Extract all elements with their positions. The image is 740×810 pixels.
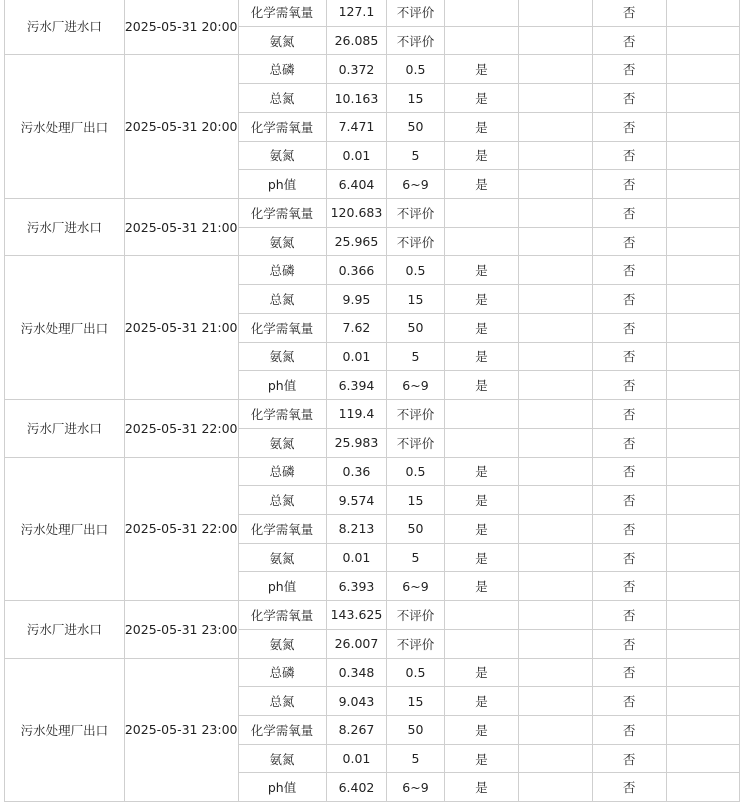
standard-cell: 不评价 [387,629,444,658]
time-cell: 2025-05-31 20:00 [124,0,238,55]
pollutant-cell: 总磷 [238,658,326,687]
empty-cell [666,371,739,400]
pollutant-cell: 化学需氧量 [238,112,326,141]
exceed-cell: 否 [592,629,666,658]
empty-cell [519,313,592,342]
site-name-cell: 污水厂进水口 [5,400,125,457]
standard-cell: 15 [387,84,444,113]
compliance-cell [444,0,519,26]
pollutant-cell: 氨氮 [238,26,326,55]
pollutant-cell: 总磷 [238,457,326,486]
empty-cell [666,342,739,371]
value-cell: 6.393 [326,572,387,601]
table-row [5,0,740,26]
exceed-cell: 否 [592,285,666,314]
value-cell: 6.402 [326,773,387,802]
pollutant-cell: 总氮 [238,285,326,314]
exceed-cell: 否 [592,199,666,228]
compliance-cell: 是 [444,744,519,773]
empty-cell [666,572,739,601]
site-name-cell: 污水厂进水口 [5,199,125,256]
empty-cell [519,629,592,658]
empty-cell [519,342,592,371]
empty-cell [519,199,592,228]
empty-cell [519,572,592,601]
value-cell: 9.95 [326,285,387,314]
compliance-cell [444,428,519,457]
standard-cell: 15 [387,486,444,515]
pollutant-cell: 总磷 [238,55,326,84]
table-row [5,400,740,429]
table-row [5,601,740,630]
compliance-cell [444,26,519,55]
pollutant-cell: 总氮 [238,486,326,515]
empty-cell [666,313,739,342]
exceed-cell: 否 [592,601,666,630]
value-cell: 0.36 [326,457,387,486]
exceed-cell: 否 [592,744,666,773]
empty-cell [666,227,739,256]
compliance-cell: 是 [444,313,519,342]
empty-cell [666,601,739,630]
value-cell: 143.625 [326,601,387,630]
compliance-cell [444,400,519,429]
empty-cell [666,0,739,26]
value-cell: 0.01 [326,141,387,170]
pollutant-cell: 化学需氧量 [238,0,326,26]
pollutant-cell: ph值 [238,170,326,199]
pollutant-cell: 化学需氧量 [238,199,326,228]
value-cell: 0.366 [326,256,387,285]
compliance-cell: 是 [444,687,519,716]
pollutant-cell: 化学需氧量 [238,715,326,744]
pollutant-cell: 氨氮 [238,629,326,658]
exceed-cell: 否 [592,112,666,141]
empty-cell [666,629,739,658]
compliance-cell [444,601,519,630]
empty-cell [519,715,592,744]
table-row [5,199,740,228]
value-cell: 7.471 [326,112,387,141]
compliance-cell: 是 [444,84,519,113]
empty-cell [666,428,739,457]
value-cell: 8.213 [326,514,387,543]
standard-cell: 不评价 [387,428,444,457]
exceed-cell: 否 [592,715,666,744]
standard-cell: 50 [387,112,444,141]
empty-cell [666,687,739,716]
empty-cell [519,112,592,141]
empty-cell [519,773,592,802]
empty-cell [666,55,739,84]
empty-cell [666,514,739,543]
value-cell: 6.404 [326,170,387,199]
empty-cell [666,84,739,113]
empty-cell [519,170,592,199]
value-cell: 0.348 [326,658,387,687]
empty-cell [519,371,592,400]
empty-cell [666,715,739,744]
compliance-cell: 是 [444,715,519,744]
empty-cell [666,543,739,572]
compliance-cell: 是 [444,371,519,400]
empty-cell [519,744,592,773]
empty-cell [666,658,739,687]
compliance-cell: 是 [444,170,519,199]
compliance-cell [444,199,519,228]
empty-cell [519,658,592,687]
empty-cell [666,744,739,773]
exceed-cell: 否 [592,256,666,285]
exceed-cell: 否 [592,773,666,802]
empty-cell [666,400,739,429]
standard-cell: 5 [387,543,444,572]
standard-cell: 5 [387,141,444,170]
standard-cell: 50 [387,313,444,342]
exceed-cell: 否 [592,0,666,26]
standard-cell: 50 [387,514,444,543]
empty-cell [666,170,739,199]
value-cell: 120.683 [326,199,387,228]
site-name-cell: 污水处理厂出口 [5,256,125,400]
empty-cell [519,514,592,543]
compliance-cell: 是 [444,514,519,543]
exceed-cell: 否 [592,658,666,687]
standard-cell: 50 [387,715,444,744]
exceed-cell: 否 [592,342,666,371]
pollutant-cell: ph值 [238,773,326,802]
time-cell: 2025-05-31 21:00 [124,199,238,256]
compliance-cell: 是 [444,457,519,486]
exceed-cell: 否 [592,26,666,55]
exceed-cell: 否 [592,543,666,572]
empty-cell [519,26,592,55]
empty-cell [519,141,592,170]
monitoring-table [4,0,740,802]
exceed-cell: 否 [592,400,666,429]
site-name-cell: 污水处理厂出口 [5,457,125,601]
empty-cell [519,55,592,84]
compliance-cell: 是 [444,55,519,84]
standard-cell: 6~9 [387,170,444,199]
time-cell: 2025-05-31 20:00 [124,55,238,199]
value-cell: 9.574 [326,486,387,515]
empty-cell [666,141,739,170]
pollutant-cell: 化学需氧量 [238,313,326,342]
empty-cell [519,227,592,256]
pollutant-cell: 总氮 [238,687,326,716]
value-cell: 25.965 [326,227,387,256]
time-cell: 2025-05-31 23:00 [124,601,238,658]
value-cell: 127.1 [326,0,387,26]
exceed-cell: 否 [592,428,666,457]
empty-cell [666,457,739,486]
time-cell: 2025-05-31 23:00 [124,658,238,802]
table-row [5,457,740,486]
value-cell: 0.01 [326,543,387,572]
compliance-cell: 是 [444,141,519,170]
site-name-cell: 污水厂进水口 [5,601,125,658]
pollutant-cell: 氨氮 [238,227,326,256]
exceed-cell: 否 [592,514,666,543]
exceed-cell: 否 [592,486,666,515]
value-cell: 10.163 [326,84,387,113]
empty-cell [519,285,592,314]
empty-cell [519,256,592,285]
compliance-cell: 是 [444,285,519,314]
standard-cell: 不评价 [387,26,444,55]
empty-cell [666,112,739,141]
compliance-cell: 是 [444,342,519,371]
site-name-cell: 污水处理厂出口 [5,55,125,199]
compliance-cell: 是 [444,486,519,515]
standard-cell: 15 [387,687,444,716]
value-cell: 119.4 [326,400,387,429]
pollutant-cell: 氨氮 [238,543,326,572]
exceed-cell: 否 [592,141,666,170]
empty-cell [666,486,739,515]
empty-cell [666,26,739,55]
time-cell: 2025-05-31 22:00 [124,400,238,457]
empty-cell [519,601,592,630]
empty-cell [666,199,739,228]
standard-cell: 6~9 [387,371,444,400]
standard-cell: 不评价 [387,601,444,630]
standard-cell: 0.5 [387,256,444,285]
empty-cell [666,285,739,314]
exceed-cell: 否 [592,170,666,199]
compliance-cell: 是 [444,112,519,141]
table-row [5,256,740,285]
empty-cell [666,773,739,802]
value-cell: 0.01 [326,342,387,371]
empty-cell [666,256,739,285]
pollutant-cell: 化学需氧量 [238,601,326,630]
standard-cell: 5 [387,744,444,773]
value-cell: 0.01 [326,744,387,773]
table-row [5,55,740,84]
pollutant-cell: 总氮 [238,84,326,113]
pollutant-cell: ph值 [238,572,326,601]
value-cell: 7.62 [326,313,387,342]
site-name-cell: 污水处理厂出口 [5,658,125,802]
standard-cell: 0.5 [387,658,444,687]
exceed-cell: 否 [592,55,666,84]
empty-cell [519,428,592,457]
exceed-cell: 否 [592,371,666,400]
standard-cell: 15 [387,285,444,314]
value-cell: 26.007 [326,629,387,658]
empty-cell [519,400,592,429]
standard-cell: 不评价 [387,0,444,26]
empty-cell [519,0,592,26]
standard-cell: 5 [387,342,444,371]
exceed-cell: 否 [592,227,666,256]
pollutant-cell: 氨氮 [238,428,326,457]
standard-cell: 0.5 [387,457,444,486]
compliance-cell [444,227,519,256]
value-cell: 0.372 [326,55,387,84]
compliance-cell: 是 [444,773,519,802]
exceed-cell: 否 [592,313,666,342]
exceed-cell: 否 [592,572,666,601]
exceed-cell: 否 [592,84,666,113]
value-cell: 26.085 [326,26,387,55]
pollutant-cell: 氨氮 [238,141,326,170]
compliance-cell [444,629,519,658]
standard-cell: 不评价 [387,400,444,429]
value-cell: 8.267 [326,715,387,744]
standard-cell: 不评价 [387,199,444,228]
empty-cell [519,486,592,515]
time-cell: 2025-05-31 21:00 [124,256,238,400]
time-cell: 2025-05-31 22:00 [124,457,238,601]
pollutant-cell: 氨氮 [238,342,326,371]
pollutant-cell: 氨氮 [238,744,326,773]
empty-cell [519,543,592,572]
value-cell: 9.043 [326,687,387,716]
compliance-cell: 是 [444,256,519,285]
standard-cell: 不评价 [387,227,444,256]
standard-cell: 6~9 [387,572,444,601]
site-name-cell: 污水厂进水口 [5,0,125,55]
compliance-cell: 是 [444,572,519,601]
value-cell: 6.394 [326,371,387,400]
pollutant-cell: ph值 [238,371,326,400]
exceed-cell: 否 [592,687,666,716]
standard-cell: 0.5 [387,55,444,84]
exceed-cell: 否 [592,457,666,486]
empty-cell [519,84,592,113]
empty-cell [519,457,592,486]
pollutant-cell: 总磷 [238,256,326,285]
standard-cell: 6~9 [387,773,444,802]
value-cell: 25.983 [326,428,387,457]
pollutant-cell: 化学需氧量 [238,400,326,429]
table-row [5,658,740,687]
compliance-cell: 是 [444,658,519,687]
empty-cell [519,687,592,716]
compliance-cell: 是 [444,543,519,572]
table-body [5,0,740,802]
pollutant-cell: 化学需氧量 [238,514,326,543]
